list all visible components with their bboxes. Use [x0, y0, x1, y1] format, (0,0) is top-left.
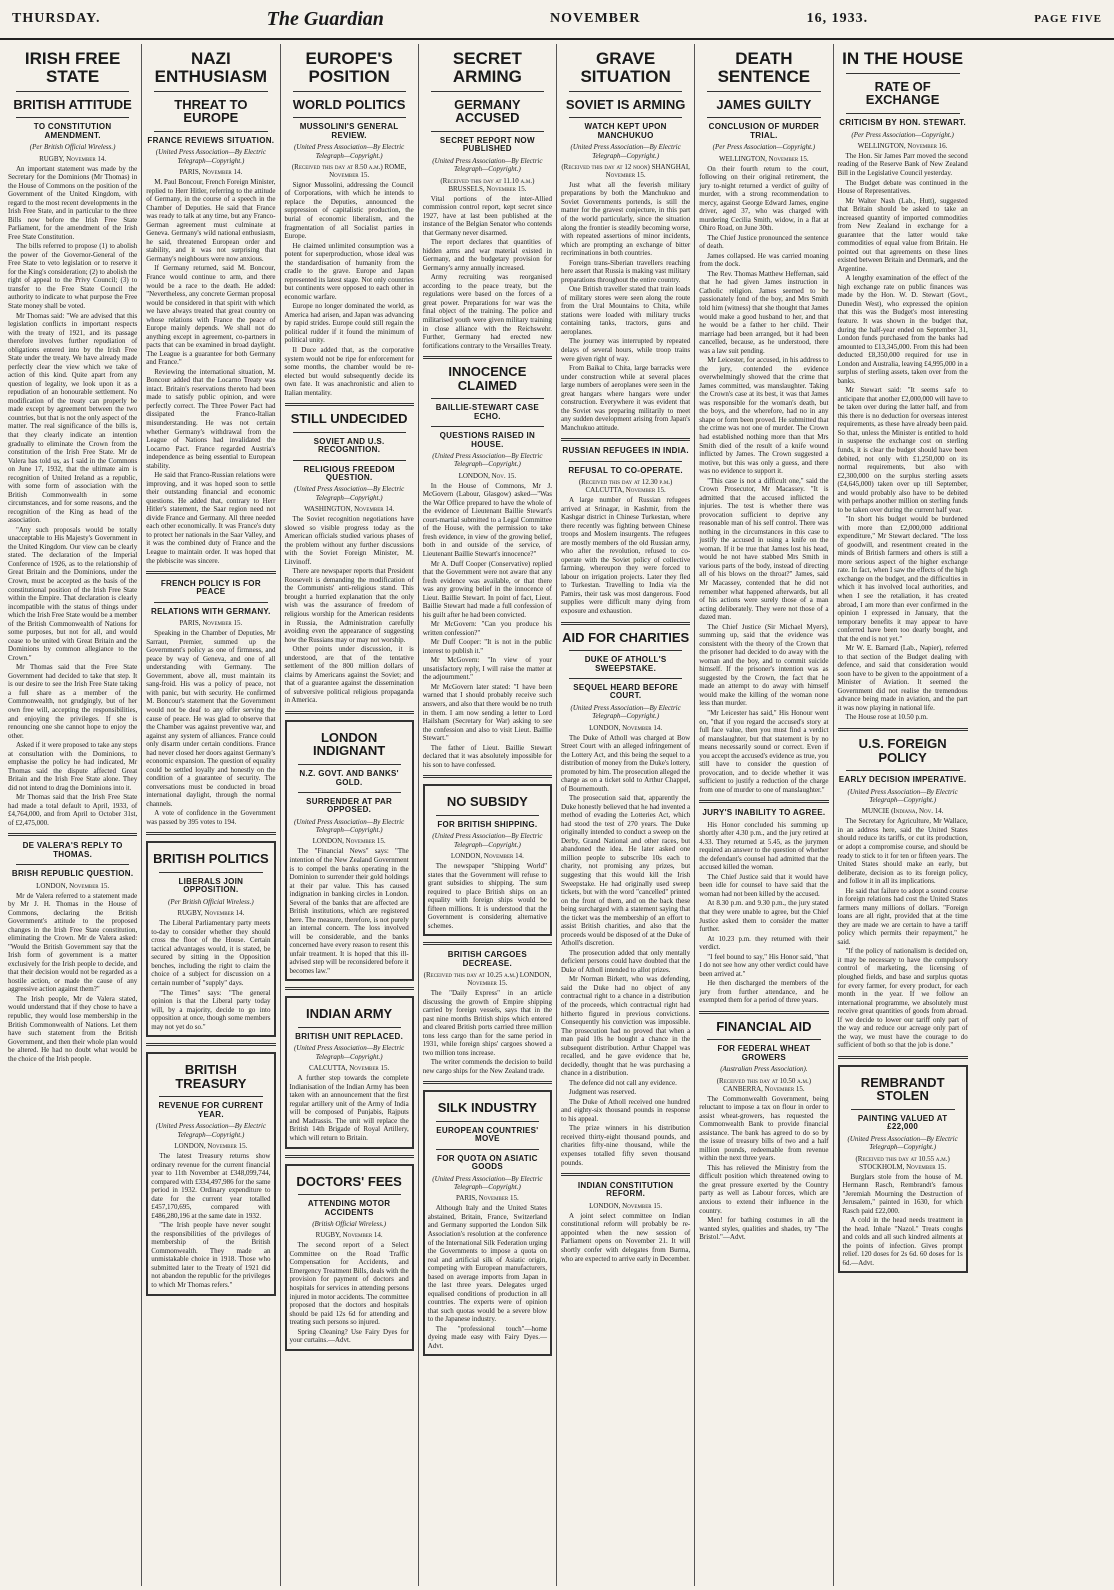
article-credit: (United Press Association—By Electric Telegraph—Copyright.)	[155, 148, 266, 165]
article-dateline: LONDON, November 15.	[312, 837, 386, 846]
article-paragraph: The Duke of Atholl was charged at Bow Street Court with an alleged infringement of the Lottery Act, and this being the sequel to a distribution of money from the Duke's lottery, promoted by him. The prosecution alleged the charge as on a ticket sold to Arthur Chappel, of Bournemouth.	[561, 733, 691, 793]
article-subheadline: THREAT TO EUROPE	[174, 96, 248, 126]
article	[838, 1065, 968, 1274]
article-paragraph: Mr McGovern later stated: "I have been warned that I should probably receive such answers, and also that there would be no truth in them. I am now sending a letter to Lord Hailsham (Secretary for War) asking to see the confession and also to visit Lieut. Baillie Stewart."	[422, 682, 552, 743]
article-headline: IRISH FREE STATE	[24, 49, 121, 86]
article-headline: SECRET ARMING	[452, 49, 522, 86]
article-dateline: CALCUTTA, November 15.	[308, 1064, 390, 1073]
article-paragraph: Signor Mussolini, addressing the Council of Corporations, with which he intends to replace the Deputies, announced the suppression of capitalistic production, the burial of economic liberalism, and the fragmentation of all Socialist parties in Europe.	[284, 180, 414, 241]
article-divider	[285, 1155, 414, 1158]
article-divider	[8, 833, 137, 836]
headline-rule	[436, 815, 539, 816]
article-paragraph: Speaking in the Chamber of Deputies, Mr Sarraut, Premier, summed up the Government's policy as one of firmness, and peace by way of Geneva, and one of all understanding with Germany. The Government, above all, must maintain its sang-froid. His was a policy of peace, not with panic, but with security. He confirmed M. Boncour's statement that the Government would not be deaf to any offer serving the cause of peace. He was glad to observe that the Chamber was against preventive war, and against any system of alliances. France could only disarm under certain conditions. France had never closed her doors against Germany's economic expansion. The question of equality could be settled loyally and honestly on the condition of a guarantee of security. The conversations must be conducted in broad international daylight, through the normal channels.	[146, 629, 276, 808]
deck-rule	[707, 117, 820, 118]
headline-rule	[298, 1194, 401, 1195]
article	[146, 580, 275, 826]
article-headline: INDIAN ARMY	[306, 1006, 393, 1022]
masthead-month: NOVEMBER	[550, 11, 641, 26]
article-paragraph: Reviewing the international situation, M. Boncour added that the Locarno Treaty was intact. Britain's reservations thereto had been made to satisfy public opinion, and were perfectly correct. The Three Power Pact had dissipated the Franco-Italian misunderstanding. He was not certain whether Germany's withdrawal from the League of Nations had invalidated the Locarno Pact. France regarded Austria's independence as being essential to European stability.	[146, 367, 276, 470]
article-paragraph: He said that failure to adopt a sound course in foreign relations had cost the United States farmers many millions of dollars. "Foreign loans are all right, provided that at the time they are made we are certain to have a tariff policy which permits their repayment," he said.	[837, 886, 968, 946]
article-dateline: LONDON, November 14.	[450, 852, 524, 861]
article-paragraph: Men! for bathing costumes in all the wanted styles, qualities and shades, try "The Bristol."—Advt.	[699, 1216, 829, 1242]
article-subheadline: JAMES GUILTY	[716, 96, 812, 112]
masthead-date: 16, 1933.	[806, 11, 869, 26]
article-divider	[146, 1043, 275, 1046]
article-paragraph: Europe no longer dominated the world, as America had arisen, and Japan was advancing by rapid strides. Europe could still regain the political rudder if it found the minimum of political unity.	[284, 302, 414, 345]
article-paragraph: The Irish people, Mr de Valera stated, would understand that if they chose to have a republic, they would lose membership in the British Commonwealth of Nations. Let them have such statement from the British Government, and then their whole plan would be altered. He had no doubt what would be the choice of the Irish people.	[8, 994, 138, 1063]
article-paragraph: Mr Thomas said that the Irish Free State had made a total default to April, 1933, of £4,764,000, and from April to October 31st, of £2,475,000.	[8, 793, 138, 827]
article-paragraph: He claimed unlimited consumption was a potent for superproduction, whose ideal was the standardisation of humanity from the cradle to the grave. Europe and Japan represented its latest stage. Not only countries but continents were opposed to each other in economic warfare.	[284, 241, 414, 301]
article	[285, 996, 414, 1148]
article-headline: DE VALERA'S REPLY TO THOMAS.	[22, 841, 123, 859]
article-paragraph: Mr McGovern: "In view of your unsatisfactory reply, I will raise the matter at the adjournment."	[422, 656, 552, 682]
article-divider	[146, 832, 275, 835]
headline-rule	[16, 864, 129, 865]
article-deck: TO CONSTITUTION AMENDMENT.	[33, 122, 112, 140]
article	[285, 50, 414, 397]
article-dateline: LONDON, November 15.	[174, 1142, 248, 1150]
article-credit: (United Press Association—By Electric Telegraph—Copyright.)	[432, 451, 543, 469]
headline-rule	[159, 872, 262, 873]
article-dateline: PARIS, November 14.	[179, 168, 243, 177]
deck-rule	[436, 1149, 539, 1150]
article-paragraph: This has relieved the Ministry from the difficult position which threatened owing to the great pressure exerted by the Country party as well as Labour forces, which are anxious to extend their influence in the country.	[699, 1163, 829, 1215]
article	[699, 1020, 828, 1242]
article-paragraph: The second report of a Select Committee on the Road Traffic Compensation for Accidents, and Emergency Treatment Bills, deals with the provision for payment of doctors and hospitals for services in attending persons injured in motor accidents. The committee proposed that the doctors and hospitals should be paid 12s 6d for attending and treating such persons so injured.	[289, 1241, 409, 1327]
article-credit: (United Press Association—By Electric Telegraph—Copyright.)	[294, 817, 405, 835]
article-divider	[699, 800, 828, 803]
headline-rule	[154, 91, 267, 92]
article-subheadline: ATTENDING MOTOR ACCIDENTS	[307, 1199, 391, 1217]
article-headline: FRENCH POLICY IS FOR PEACE	[160, 579, 261, 597]
deck-rule	[293, 460, 406, 461]
article-dateline: LONDON, Nov. 15.	[458, 471, 517, 480]
article-subheadline: REFUSAL TO CO-OPERATE.	[568, 465, 683, 475]
article-paragraph: "The Times" says: "The general opinion is that the Liberal party today will, by a majority, decide to go into opposition at once, though some members may not yet do so."	[151, 988, 271, 1031]
article	[699, 809, 828, 1005]
headline-rule	[154, 602, 267, 603]
article-dateline: WASHINGTON, November 14.	[304, 505, 395, 514]
article-paragraph: Although Italy and the United States abstained, Britain, France, Switzerland and Germany supported the London Silk Association's resolution at the conference of the International Silk Federation urging the Governments to impose a quota on real and artificial silk of Asiatic origin, competing with European manufacturers, based on average imports from Japan in the last three years. Delegates urged equalised conditions of production in all countries. The experts were of opinion that such quotas would be a severe blow to the Japanese industry.	[427, 1204, 547, 1324]
column-3	[281, 44, 419, 1586]
article-subheadline: BAILLIE-STEWART CASE ECHO.	[435, 403, 540, 421]
deck-rule	[569, 678, 682, 679]
article-dateline: (Received this day at 12 noon) SHANGHAI, November 15.	[561, 162, 690, 179]
article-divider	[423, 775, 552, 778]
headline-rule	[298, 1027, 401, 1028]
article-paragraph: The Commonwealth Government, being reluctant to impose a tax on flour in order to assist wheat-growers, has requested the Commonwealth Bank to provide financial assistance. The bank has agreed to do so by the issue of treasury bills of two and a half million pounds, redeemable from revenue within the next three years.	[699, 1094, 829, 1163]
article-paragraph: On their fourth return to the court, following on their original retirement, the jury to-night returned a verdict of guilty of murder, with a strong recommendation to mercy, against George Edward James, engine driver, aged 37, who was charged with murdering Cecilia Smith, widow, in a flat at Ohiro Road, on June 30th.	[699, 164, 829, 233]
article-credit: (United Press Association—By Electric Telegraph—Copyright.)	[155, 1122, 266, 1139]
article-paragraph: His Honor concluded his summing up shortly after 4.30 p.m., and the jury retired at 4.33. They returned at 5.45, as the jurymen required an answer to the question of whether the defendant's counsel had admitted that the accused killed the woman.	[699, 820, 829, 872]
article	[285, 412, 414, 705]
article-divider	[423, 1081, 552, 1084]
article-paragraph: The Chief Justice (Sir Michael Myers), summing up, said that the evidence was consistent with the theory of the Crown that the prisoner had decided to do away with the woman and the boy, and to commit suicide himself. If the prisoner's intention was as suggested by the Crown, the fact that he made an attempt to do away with himself would make the killing of the woman none less than murder.	[699, 622, 829, 708]
article-paragraph: One British traveller stated that train loads of military stores were seen along the route from the Ural Mountains to Chita, while stations were loaded with military trucks containing tanks, tractors, guns and aeroplanes.	[561, 285, 691, 336]
article-subheadline: N.Z. GOVT. AND BANKS' GOLD.	[299, 769, 399, 787]
article-credit: (United Press Association—By Electric Telegraph—Copyright.)	[570, 703, 681, 721]
article-deck: SEQUEL HEARD BEFORE COURT.	[573, 682, 678, 701]
article-subheadline: REVENUE FOR CURRENT YEAR.	[158, 1101, 264, 1119]
article-subheadline: RATE OF EXCHANGE	[865, 78, 940, 108]
deck-rule	[298, 792, 401, 793]
article-headline: BRITISH POLITICS	[153, 851, 269, 867]
article-paragraph: There are newspaper reports that President Roosevelt is demanding the modification of the Communists' anti-religious stand. This brought a hurried explanation that the only wish was the assurance of freedom of religious worship for the American residents in Russia, the Administration carefully avoiding even the appearance of suggesting how the Russians may or may not worship.	[284, 567, 414, 644]
article-credit: (United Press Association—By Electric Telegraph—Copyright.)	[294, 485, 405, 502]
article	[423, 50, 552, 350]
article-dateline: WELLINGTON, November 15.	[719, 154, 809, 163]
article-paragraph: Mr Norman Birkett, who was defending, said the Duke had no object of any contractual right to a chance in a distribution of the proceeds, which contractual right had hitherto figured in previous convictions. Consequently his conviction was impossible. The prosecution had no proved that when a man paid 10s he bought a chance in the subsequent distribution. Arthur Chappel was recalled, and he gave evidence that he, decidedly, thought that he was purchasing a chance in a distribution.	[561, 975, 691, 1078]
article	[699, 50, 828, 794]
article-subheadline: BRITISH UNIT REPLACED.	[295, 1032, 404, 1042]
article-dateline: LONDON, November 15.	[36, 881, 110, 890]
article-deck: WATCH KEPT UPON MANCHUKUO	[584, 122, 667, 140]
article-paragraph: The latest Treasury returns show ordinary revenue for the current financial year to 11th November at £348,099,744, compared with £334,497,986 for the same period in 1932. Ordinary expenditure to date for the current year totalled £457,170,695, compared with £486,280,196 at the same date in 1932.	[151, 1152, 271, 1220]
article-paragraph: Mr Thomas said that the Free State Government had decided to take that step. It is our desire to see the Irish Free State taking a full share as a member of the Commonwealth, not grudgingly, but of her own free will, accepting the responsibilities, and enjoying the privileges. If she is renouncing one she cannot hope to enjoy the other.	[8, 663, 138, 740]
article-headline: NO SUBSIDY	[446, 794, 528, 810]
headline-rule	[569, 91, 682, 92]
column-7	[834, 44, 972, 1586]
article-credit: (United Press Association—By Electric Telegraph—Copyright.)	[294, 143, 405, 160]
article-paragraph: An important statement was made by the Secretary for the Dominions (Mr Thomas) in the House of Commons on the position of the Government of the United Kingdom, with regard to the most recent developments in the Irish Free State, and in particular to the three Bills now before the Irish Free State Parliament, for the amendment of the Irish Free State Constitution.	[8, 164, 138, 241]
article-subheadline: WORLD POLITICS	[292, 96, 406, 112]
column-5	[557, 44, 695, 1586]
article-paragraph: Judgment was reserved.	[569, 1088, 637, 1097]
headline-rule	[298, 764, 401, 765]
article-paragraph: The defence did not call any evidence.	[569, 1078, 677, 1087]
article-paragraph: In the House of Commons, Mr J. McGovern (Labour, Glasgow) asked—"Was the War Office prepared to have the whole of the evidence of Lieutenant Baillie Stewart's court-martial submitted to a Legal Committee of the House, with the permission to take fresh evidence, in view of the growing belief, both in and outside of the service, of Lieutenant Baillie Stewart's innocence?"	[422, 481, 552, 558]
article-paragraph: The prize winners in his distribution received thirty-eight thousand pounds, and charities fifty-nine thousand, while the expenses totalled fifty seven thousand pounds.	[561, 1124, 691, 1167]
article-paragraph: Other points under discussion, it is understood, are that of the tentative settlement of the 800 million dollars of claims by Americans against the Soviet; and that of a guarantee against the dissemination of subversive political religious propaganda in America.	[284, 645, 414, 705]
article-paragraph: M. Paul Boncour, French Foreign Minister, replied to Herr Hitler, referring to the attitude of Germany, in the course of a speech in the Chamber of Deputies. He said that France was ready to talk at any time, but any Franco-German agreement must culminate at Geneva. Germany's wild national enthusiasm, he said, threatened European order and stability, and it was not surprising that Germany's neighbours were now anxious.	[146, 178, 276, 263]
article-paragraph: A cold in the head needs treatment in the head. Inhale "Nazol." Treats coughs and colds and all such kindred ailments at the points of infection. Gives prompt relief. 120 doses for 2s 6d. 60 doses for 1s 6d.—Advt.	[842, 1216, 963, 1267]
article-headline: NAZI ENTHUSIASM	[154, 49, 268, 86]
article-paragraph: The Rev. Thomas Matthew Heffernan, said that he had given James instruction in Catholic religion. James seemed to be passionately fond of the boy, and Mrs Smith told him (witness) that she thought that James would make a good husband to her, and that he would be a father to her child. Their marriage had been arranged, but it had been cancelled, because, as he understood, there was a law suit pending.	[699, 269, 829, 355]
headline-rule	[293, 432, 406, 433]
article-headline: AID FOR CHARITIES	[562, 629, 690, 645]
article-deck: FOR QUOTA ON ASIATIC GOODS	[437, 1153, 538, 1172]
newspaper-columns	[4, 44, 1110, 1586]
article	[423, 1090, 552, 1356]
article	[423, 951, 552, 1075]
article-paragraph: A joint select committee on Indian constitutional reform will probably be re-appointed when the new session of Parliament opens on November 21. It will shortly confer with delegates from Burma, who are expected to arrive early in December.	[561, 1211, 691, 1263]
article	[8, 50, 137, 827]
article-deck: MUSSOLINI'S GENERAL REVIEW.	[299, 122, 399, 140]
article-dateline: (Received this day at 10.25 a.m.) LONDON, November 15.	[423, 971, 552, 988]
article-subheadline: BRITISH ATTITUDE	[13, 96, 132, 112]
article-deck: QUESTIONS RAISED IN HOUSE.	[439, 431, 536, 449]
article-dateline: RUGBY, November 14.	[315, 1231, 383, 1240]
article-dateline: LONDON, November 14.	[589, 723, 663, 732]
article-headline: DOCTORS' FEES	[296, 1173, 402, 1189]
article-paragraph: "If the policy of nationalism is decided on, it may be necessary to have the compulsory control of marketing, the licensing of ploughed fields, and base and surplus quotas for every farmer, for every product, for each month in the year. If we follow an international programme, we absolutely must receive great quantities of goods from abroad. If we decide to lower our tariff only part of the way and reduce our acreage only part of the way, we must have the courage to do sufficient of both so that the job is done."	[837, 947, 968, 1050]
article-paragraph: At 10.23 p.m. they returned with their verdict.	[699, 934, 829, 952]
article	[561, 1182, 690, 1263]
article-paragraph: James collapsed. He was carried moaning from the dock.	[699, 251, 829, 269]
article-credit: (Per Press Association—Copyright.)	[851, 130, 954, 139]
headline-rule	[431, 91, 544, 92]
article-credit: (British Official Wireless.)	[312, 1219, 387, 1228]
article-headline: RUSSIAN REFUGEES IN INDIA.	[562, 446, 689, 456]
column-2	[142, 44, 280, 1586]
article-paragraph: The Liberal Parliamentary party meets to-day to consider whether they should cross the floor of the House. Certain tactical advantages would, it is stated, be secured by sitting in the Opposition benches, including the right to claim the choice of a subject for discussion on a certain number of "supply" days.	[151, 919, 271, 987]
article-paragraph: The House rose at 10.50 p.m.	[845, 713, 928, 722]
article-paragraph: The Hon. Sir James Parr moved the second reading of the Reserve Bank of New Zealand Bill in the Legislative Council yesterday.	[837, 151, 968, 177]
article-credit: (Per British Official Wireless.)	[168, 897, 254, 906]
article-dateline: (Received this day at 10.50 a.m.) CANBERRA, November 15.	[716, 1076, 812, 1093]
article-paragraph: Mr W. E. Barnard (Lab., Napier), referred to that section of the Budget dealing with defence, and said that consideration would soon have to be given to the appointment of a Minister of Aviation. It seemed the Government did not realise the tremendous advance being made in aviation, and the part it was now playing in national life.	[837, 644, 968, 712]
article-paragraph: The prosecution added that only mentally deficient persons could have doubted that the Duke of Atholl intended to allot prizes.	[561, 948, 691, 974]
article	[146, 841, 275, 1037]
article-paragraph: Mr de Valera referred to a statement made by Mr J. H. Thomas in the House of Commons, declaring the British Government's attitude to the proposed changes in the Irish Free State constitution, eliminating the Crown. Mr de Valera asked: "Would the British Government say that the Irish form of government is a matter exclusively for the Irish people to decide, and that their decision would not be regarded as a hostile action, or made the cause of any aggressive action against them?"	[8, 891, 138, 994]
article	[285, 1164, 414, 1351]
article-headline: INNOCENCE CLAIMED	[448, 364, 527, 393]
article-paragraph: Foreign trans-Siberian travellers reaching here assert that Russia is making vast military preparations throughout the entire country.	[561, 258, 691, 284]
article-divider	[423, 356, 552, 359]
article-divider	[561, 1173, 690, 1176]
article-paragraph: At 8.30 p.m. and 9.30 p.m., the jury stated that they were unable to agree, but the Chief Justice asked them to consider the matter further.	[699, 899, 829, 934]
article-deck: CONCLUSION OF MURDER TRIAL.	[708, 122, 820, 140]
article	[838, 737, 968, 1050]
article-credit: (United Press Association—By Electric Telegraph—Copyright.)	[432, 156, 543, 174]
article-paragraph: He said that Franco-Russian relations were improving, and it was hoped soon to settle their outstanding financial and economic questions. He added that, contrary to Herr Hitler's statement, the Saar region need not divide France and Germany. All three needed each other economically. It was France's duty to protect her nationals in the Saar Valley, and it was the combined duty of France and the League to maintain order. It was hoped that the plebiscite was sincere.	[146, 471, 276, 565]
article-subheadline: DUKE OF ATHOLL'S SWEEPSTAKE.	[584, 655, 667, 673]
article-dateline: LONDON, November 15.	[589, 1201, 663, 1210]
article-paragraph: Mr Stewart said: "It seems safe to anticipate that another £2,000,000 will have to be taken over during the latter half, and from this there is no deduction for overseas interest requirements, as these have already been paid. So that, unless the Minister is entitled to hold in suspense the exchange cost on sterling funds, it is clear the budget should have been debited, not only with £1,250,000 on its normal requirements, but also with £2,300,000 on the surplus sterling assets (£4,645,000) taken over up till September, and would probably also have to be debited with perhaps another million on sterling funds to be taken over during the current half year.	[837, 386, 968, 514]
article-paragraph: "Any such proposals would be totally unacceptable to His Majesty's Government in the United Kingdom. Our view can be clearly stated. The declaration of the Imperial Conference of 1926, as to the relationship of Great Britain and the Dominions, under the Crown, must be accepted as the basis of the constitutional position of the Irish Free State within the Empire. That declaration is clearly incompatible with the status of things under which the Irish Free State would be a member of the British Commonwealth of Nations for some purposes, but not for all, and would cease to be united with Great Britain and the Dominions by common allegiance to the Crown."	[8, 525, 138, 662]
article-headline: JURY'S INABILITY TO AGREE.	[702, 808, 826, 818]
article-paragraph: The report declares that quantities of hidden arms and war material existed in Germany, and the budgetary provision for Germany's army annually increased.	[422, 238, 552, 272]
column-1	[4, 44, 142, 1586]
article-dateline: RUGBY, November 14.	[39, 154, 107, 163]
headline-rule	[569, 461, 682, 462]
article-divider	[561, 622, 690, 625]
article-paragraph: Asked if it were proposed to take any steps at consultation with the Dominions, to emphasise the policy he had indicated, Mr Thomas said the dispute affected Great Britain and the Irish Free State alone. They did not intend to drag the Dominions into it.	[8, 741, 138, 792]
article-headline: EUROPE'S POSITION	[305, 49, 393, 86]
article-divider	[285, 711, 414, 714]
article-dateline: PARIS, November 15.	[179, 619, 243, 628]
article-divider	[838, 728, 968, 731]
article-headline: FINANCIAL AID	[716, 1018, 812, 1034]
article-dateline: (Received this day at 12.30 p.m.) CALCUTTA, November 15.	[578, 478, 673, 495]
article-subheadline: EUROPEAN COUNTRIES' MOVE	[436, 1126, 539, 1144]
article-headline: STILL UNDECIDED	[290, 411, 408, 427]
article-divider	[285, 987, 414, 990]
article-paragraph: "Mr Leicester has said," His Honour went on, "that if you regard the accused's story at full face value, then you must find a verdict of manslaughter, but that statement is by no means necessarily sound or correct. Even if you accept the accused's evidence as true, you still have to consider the question of provocation, and to decide whether it was sufficient to justify a reduction of the charge from one of murder to one of manslaughter."	[699, 708, 829, 794]
article-dateline: (Received this day at 10.55 a.m.) STOCKHOLM, November 15.	[855, 1154, 950, 1171]
article-paragraph: Mr Leicester, for accused, in his address to the jury, contended the evidence overwhelmingly showed that the crime that James committed, was manslaughter. Taking the Crown's case at its best, it was that James was responsible for the woman's death, but the boys, and the wherefore, had no in any shape or form been proved. He submitted that the crime was not one of murder. The Crown had established nothing more than that Mrs Smith died of the result of a knife wound inflicted by James. The Crown suggested a motive, but this was only a guess, and there was no evidence to support it.	[699, 356, 829, 476]
article-headline: IN THE HOUSE	[842, 49, 964, 68]
deck-rule	[16, 117, 129, 118]
article-paragraph: The Duke of Atholl received one hundred and eighty-six thousand pounds in response to his appeal.	[561, 1097, 691, 1123]
article-deck: FRANCE REVIEWS SITUATION.	[147, 135, 275, 145]
article	[285, 720, 414, 982]
headline-rule	[707, 1039, 820, 1040]
article-paragraph: A lengthy examination of the effect of the high exchange rate on public finances was made by the Hon. W. D. Stewart (Govt., Dunedin West), who expressed the opinion that this was the Budget's most interesting feature. It was shown in the budget that, during the half-year ended on September 31, London funds purchased from the banks had amounted to £13,345,000. From this had been deducted £8,350,000 required for use in London and Australia, leaving £4,995,000 in a surplus of sterling assets, taken over from the banks.	[837, 274, 968, 385]
article-divider	[285, 403, 414, 406]
article-paragraph: Burglars stole from the house of M. Hermann Rasch, Rembrandt's famous "Jeremiah Mourning the Destruction of Jerusalem," painted in 1630, for which Rasch paid £22,000.	[842, 1172, 963, 1215]
article	[561, 631, 690, 1168]
article-paragraph: The Secretary for Agriculture, Mr Wallace, in an address here, said the United States should reduce its tariffs, or cut its production, or adopt a compromise course, and should be ready to stick to it for ten or fifteen years. The United States should make an early, but deliberate, decision as to its foreign policy, and follow it in all its implications.	[837, 817, 968, 886]
article-paragraph: From Baikal to Chita, large barracks were under construction while at several places large numbers of aeroplanes were seen in the great hangars where hangars were under construction. Everywhere it was evident that the Soviet was preparing militarily to meet any sudden development arising from Japan's Manchukuo attitude.	[561, 364, 691, 432]
column-4	[419, 44, 557, 1586]
article-subheadline: SOVIET IS ARMING	[565, 96, 686, 112]
headline-rule	[846, 73, 960, 74]
headline-rule	[431, 398, 544, 399]
article-paragraph: The Budget debate was continued in the House of Representatives.	[837, 178, 968, 196]
article-paragraph: The Chief Justice pronounced the sentence of death.	[699, 233, 829, 251]
article-paragraph: The "Daily Express" in an article discussing the growth of Empire shipping carried by foreign vessels, says that in the past nine months British ships which entered and cleared British ports carried three million tons less cargo than for the same period in 1931, while foreign ships' cargoes showed a two million tons increase.	[422, 989, 552, 1057]
article-paragraph: The father of Lieut. Baillie Stewart declared that it was absolutely impossible for his son to have confessed.	[422, 743, 552, 769]
deck-rule	[569, 117, 682, 118]
article-headline: U.S. FOREIGN POLICY	[858, 735, 947, 765]
article-divider	[699, 1011, 828, 1014]
article-paragraph: The Chief Justice said that it would have been idle for counsel to have said that the woman had not been killed by the accused.	[699, 872, 829, 898]
article	[423, 784, 552, 936]
article-credit: (United Press Association—By Electric Telegraph—Copyright.)	[847, 787, 958, 805]
article-paragraph: The bills referred to propose (1) to abolish the power of the Governor-General of the Free State to veto legislation or to reserve it for the King's consideration; (2) to abolish the right of appeal to the Privy Council; (3) to transfer to the Free State Council the authority to indicate to what purpose the Free State money shall be voted.	[8, 242, 138, 310]
article-paragraph: Spring Cleaning? Use Fairy Dyes for your curtains.—Advt.	[289, 1327, 409, 1345]
deck-rule	[154, 131, 267, 132]
article-headline: BRITISH TREASURY	[175, 1062, 247, 1091]
article-paragraph: The writer commends the decision to build new cargo ships for the New Zealand trade.	[422, 1058, 552, 1075]
article	[8, 842, 137, 1063]
article-paragraph: "The Irish people have never sought the responsibilities of the privileges of membership of the British Commonwealth. They made an unmistakable choice in 1918. Those who submitted later to the Treaty of 1921 did not abandon the republic for the privileges to which Mr Thomas refers."	[151, 1221, 271, 1289]
article-credit: (Australian Press Association).	[720, 1065, 808, 1074]
article-credit: (United Press Association—By Electric Telegraph—Copyright.)	[847, 1134, 958, 1152]
article-credit: (United Press Association—By Electric Telegraph—Copyright.)	[432, 832, 543, 849]
article-deck: SURRENDER AT PAR OPPOSED.	[306, 796, 393, 815]
article-paragraph: A further step towards the complete Indianisation of the Indian Army has been taken with an announcement that the first regular artillery unit of the Army of India will be composed of Punjabis, Rajputs and Madrassis. The unit will replace the British 14th Brigade of Royal Artillery, which will return to Britain.	[289, 1074, 409, 1142]
article-paragraph: Mr Walter Nash (Lab., Hutt), suggested that Britain should be asked to take an increased quantity of imported commodities from New Zealand in exchange for a guarantee that the latter would take commodities of equal value from Britain. He pointed out that agreements on these lines existed between Britain and Denmark, and the Argentine.	[837, 196, 968, 273]
article-subheadline: LIBERALS JOIN OPPOSITION.	[178, 877, 244, 895]
headline-rule	[159, 1096, 262, 1097]
article-divider	[838, 1056, 968, 1059]
article-paragraph: A large number of Russian refugees arrived at Srinagar, in Kashmir, from the Kashgar district in Chinese Turkestan, where there recently was fighting between Chinese troops and Moslem insurgents. The refugees are mostly members of the old Russian army, who after the revolution, refused to co-operate with the Soviet policy of collective farming, whereupon they were forced to labour on irrigation projects. Later they fled to Turkestan. Travelling to India via the Pamirs, their task was most dangerous. Food supplies were difficult many dying from exposure and exhaustion.	[561, 496, 691, 615]
article-headline: REMBRANDT STOLEN	[860, 1074, 945, 1104]
article-paragraph: A vote of confidence in the Government was passed by 395 votes to 194.	[146, 809, 276, 826]
article-divider	[423, 942, 552, 945]
article-subheadline: RELATIONS WITH GERMANY.	[151, 606, 271, 616]
article-dateline: PARIS, November 15.	[456, 1194, 519, 1203]
article-subheadline: FOR BRITISH SHIPPING.	[437, 819, 538, 829]
article-paragraph: Mr Thomas said: "We are advised that this legislation conflicts in important respects with the treaty of 1921, and its passage therefore involves further repudiation of obligations entered into by the Irish Free State under the treaty. We have already made perfectly clear the view which we take of action of this kind. Quite apart from any question of legality, we look upon it as a repudiation of an honourable settlement. No modification of the treaty can properly be made except by agreement between the two countries, but that is not the only aspect of the matter. The real significance of the bills is, that they clearly indicate an intention gradually to eliminate the Crown from the constitution of the Irish Free State. Mr de Valera has told us, as I said in the Commons on June 17, 1932, that the ultimate aim is recognition of United Ireland as a republic, with some form of association with the British Commonwealth in some circumstances, and for some reasons, and the recognition of the King as head of the association.	[8, 311, 138, 525]
article-credit: (United Press Association—By Electric Telegraph—Copyright.)	[432, 1174, 543, 1191]
article	[561, 447, 690, 615]
article	[838, 50, 968, 722]
article-subheadline: SOVIET AND U.S. RECOGNITION.	[313, 436, 385, 455]
article-dateline: (Received this day at 8.50 a.m.) ROME, November 15.	[291, 162, 407, 179]
article-paragraph: "In short his budget would be burdened with more than £2,000,000 additional expenditure," Mr Stewart declared. "The loss of goodwill, and resentment created in the minds of British farmers and others is still a more serious aspect of the higher exchange rate. In fact, when I saw the effects of the high exchange on the budget, and the difficulties in which it has involved local authorities, and when I see the retaliation, it has created abroad, I am more than ever confirmed in the opinion I expressed in January, that the temporary benefits it may appear to have conferred have been too dearly bought, and that the end is not yet."	[837, 515, 968, 643]
deck-rule	[431, 131, 544, 132]
article-paragraph: The journey was interrupted by repeated delays of several hours, while troop trains were given right of way.	[561, 337, 691, 363]
article-paragraph: The prosecution said that, apparently the Duke honestly believed that he had invented a method of evading the Lotteries Act, which had stood the test of 270 years. The Duke originally intended to conduct a sweep on the Derby, Grand National and other races, but abandoned the idea. He later asked one million people to subscribe 10s each to charity, not promising any prizes, but suggesting that this would kill the Irish Sweepstake. He had originally used sweep tickets, but with the word "cancelled" printed on the front of them, and on the back these being surcharged with a statement saying that the ticket was the membership of an effort to assist British charities, and also that the proceeds would be disposed of at the Duke of Atholl's discretion.	[561, 794, 691, 948]
article-paragraph: "I feel bound to say," His Honor said, "that I do not see how any other verdict could have been arrived at."	[699, 952, 829, 978]
article-paragraph: Vital portions of the inter-Allied commission control report, kept secret since 1927, have at last been published at the instance of the Belgian Senator who contends that Germany never disarmed.	[422, 194, 552, 237]
article-dateline: (Received this day at 11.10 a.m.) BRUSSELS, November 15.	[440, 176, 535, 193]
article-credit: (Per British Official Wireless.)	[29, 143, 116, 152]
masthead-title: The Guardian	[266, 7, 384, 30]
deck-rule	[431, 426, 544, 427]
article-headline: BRITISH CARGOES DECREASE.	[447, 950, 527, 968]
headline-rule	[569, 650, 682, 651]
headline-rule	[293, 91, 406, 92]
masthead-page: PAGE FIVE	[1034, 13, 1102, 25]
masthead	[0, 0, 1114, 40]
headline-rule	[846, 770, 960, 771]
article-paragraph: The Soviet recognition negotiations have slowed so visible progress today as the American officials studied various phases of the problem without any further discussions with the Soviet Foreign Minister, M. Litvinoff.	[284, 515, 414, 566]
article	[561, 50, 690, 432]
article-headline: DEATH SENTENCE	[717, 49, 811, 86]
article-paragraph: Just what all the feverish military preparations by both the Manchukuo and Soviet Governments portends, is still the matter for the gravest conjecture, in this part of the world particularly, since the situation along the frontier is steadily becoming worse, with repeated assertions of minor incidents, which are prompting an exchange of bitter recriminations in both countries.	[561, 180, 691, 258]
article-headline: INDIAN CONSTITUTION REFORM.	[577, 1181, 674, 1199]
article	[146, 1052, 275, 1295]
deck-rule	[293, 117, 406, 118]
article-subheadline: GERMANY ACCUSED	[454, 96, 521, 126]
article-divider	[561, 438, 690, 441]
headline-rule	[436, 1121, 539, 1122]
masthead-day: THURSDAY.	[12, 11, 101, 26]
article-paragraph: Mr A. Duff Cooper (Conservative) replied that the Government were not aware that any fresh evidence was available, or that there was any growing belief in the innocence of Lieut. Baillie Stewart. In point of fact, Lieut. Baillie Stewart had made a full confession of his guilt after he had been convicted.	[422, 559, 552, 619]
article-credit: (United Press Association—By Electric Telegraph—Copyright.)	[570, 143, 681, 160]
article-subheadline: EARLY DECISION IMPERATIVE.	[838, 775, 967, 785]
article	[146, 50, 275, 565]
article-credit: (Per Press Association—Copyright.)	[712, 143, 816, 152]
article-headline: SILK INDUSTRY	[437, 1100, 537, 1116]
article-deck: SECRET REPORT NOW PUBLISHED	[439, 135, 535, 154]
article-paragraph: Army recruiting was reorganised according to the peace treaty, but the regulations were based on the forces of a great power. Preparations for war was the final object of the training. The police and militarised youth were given military training in close alliance with the Reichswehr. Further, Germany had erected new fortifications contrary to the Versailles Treaty.	[422, 273, 552, 350]
article-paragraph: Mr Duff Cooper: "It is not in the public interest to publish it."	[422, 638, 552, 655]
article-paragraph: The "Financial News" says: "The intention of the New Zealand Government is to compel the banks operating in the Dominion to surrender their gold holdings at their par value. This has caused indignation in banking circles in London. Several of the banks that are affected are British institutions, which are registered here. The measure, therefore, is not purely an internal concern. The loss involved will be considerable, and the banks concerned have every reason to resent this unfair treatment. It is hoped that this ill-advised step will be reconsidered before it becomes law."	[289, 847, 409, 975]
deck-rule	[846, 113, 960, 114]
article-paragraph: "This case is not a difficult one," said the Crown Prosecutor, Mr Macassey. "It is admitted that the accused inflicted the injuries. The test is whether there was provocation sufficient to deprive any reasonable man of his self control. There was nothing in the circumstances in this case to justify the accused in using a knife on the woman. If it be true that James lost his head, would he not have stabbed Mrs Smith in various parts of the body, instead of directing all of his blows on the throat?" James, said Mr Macassey, contended that he did not remember what happened afterwards, but all of his actions were surely those of a man acting deliberately. They were not those of a dazed man.	[699, 476, 829, 622]
article-subheadline: FOR FEDERAL WHEAT GROWERS	[717, 1044, 811, 1062]
article-headline: GRAVE SITUATION	[580, 49, 671, 86]
article-credit: (United Press Association—By Electric Telegraph—Copyright.)	[294, 1044, 405, 1061]
article-dateline: MUNCIE (Indiana, Nov. 14.	[861, 807, 944, 816]
headline-rule	[707, 91, 820, 92]
column-6	[695, 44, 833, 1586]
article-paragraph: Il Duce added that, as the corporative system would not be ripe for enforcement for some months, the chamber would be re-elected but would subsequently decide its own fate. It was anachronistic and alien to Italian mentality.	[284, 345, 414, 397]
article-dateline: WELLINGTON, November 16.	[857, 141, 948, 150]
article-subheadline: BRISH REPUBLIC QUESTION.	[11, 869, 134, 879]
article-deck: CRITICISM BY HON. STEWART.	[839, 118, 967, 128]
headline-rule	[16, 91, 129, 92]
article-deck: RELIGIOUS FREEDOM QUESTION.	[303, 464, 395, 482]
article-divider	[146, 571, 275, 574]
article-dateline: RUGBY, November 14.	[177, 909, 245, 918]
article-paragraph: The newspaper "Shipping World" states that the Government will refuse to grant subsidies to shipping. The sum required to place British ships on an equality with foreign ships would be fifteen millions. It is understood that the Government is considering alternative schemes.	[427, 862, 547, 930]
headline-rule	[851, 1109, 955, 1110]
article-paragraph: The "professional touch"—home dyeing made easy with Fairy Dyes.—Advt.	[427, 1324, 547, 1350]
article-subheadline: PAINTING VALUED AT £22,000	[857, 1114, 948, 1132]
article-paragraph: If Germany returned, said M. Boncour, France would continue to arm, and there would be a race to the death. He added: "Nevertheless, any concrete German proposal would be considered in that spirit with which we have always treated that great country on whose relations with France the peace of Europe mainly depends. We shall not do anything except in agreement, co-partners in pacts that can be examined in broad daylight. The League is a guarantee for both Germany and France."	[146, 264, 276, 367]
article-headline: LONDON INDIGNANT	[313, 729, 386, 759]
article	[423, 365, 552, 769]
article-paragraph: Mr McGovern: "Can you produce his written confession?"	[422, 620, 552, 637]
article-paragraph: He then discharged the members of the jury from further attendance, and he exempted them for a period of three years.	[699, 979, 829, 1005]
